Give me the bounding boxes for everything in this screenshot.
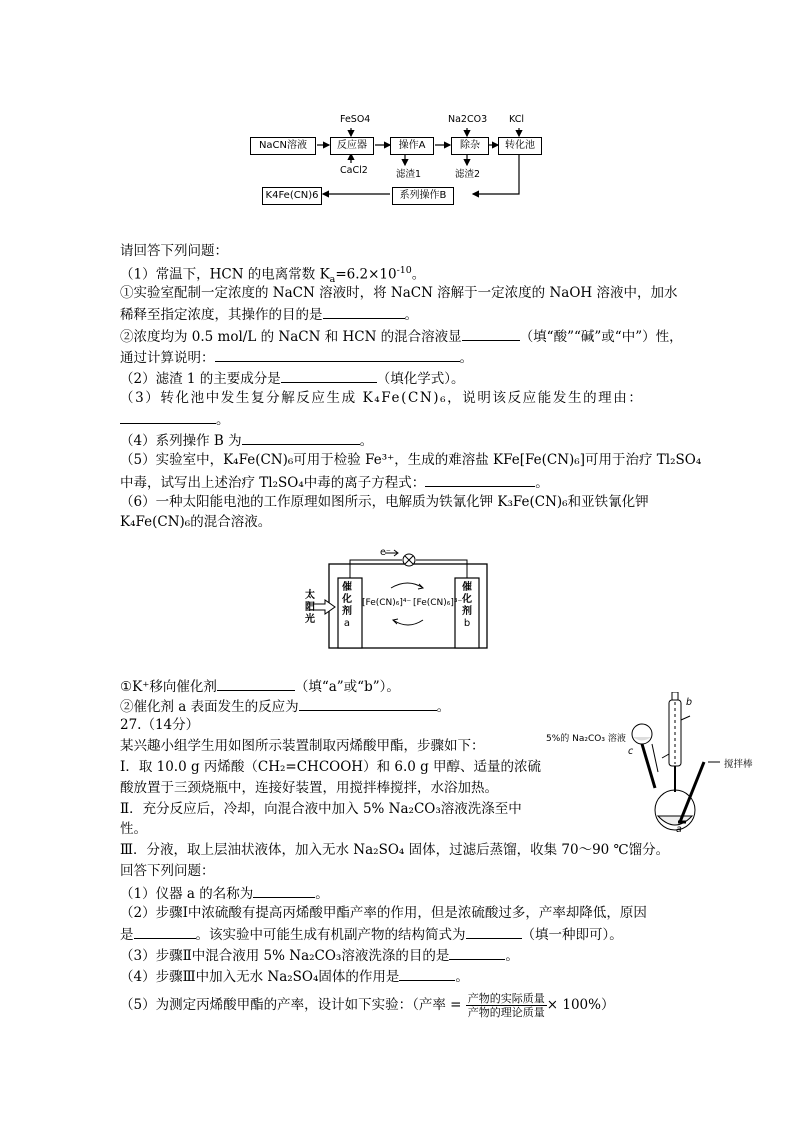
q26-q6-line2: K₄Fe(CN)₆的混合溶液。 [120,514,272,530]
catalyst-a: 催 化 剂 a [342,582,352,629]
q27-step1-line2: 酸放置于三颈烧瓶中，连接好装置，用搅拌棒搅拌，水浴加热。 [120,780,498,796]
stirrer-label: 搅拌棒 [724,759,753,770]
flow-cacl2: CaCl2 [340,165,368,176]
answer-blank[interactable] [323,304,405,319]
flow-product: K4Fe(CN)6 [262,187,322,205]
flow-converter: 转化池 [498,137,542,155]
flow-opB: 系列操作B [392,187,454,205]
q26-q1: （1）常温下，HCN 的电离常数 $K_a=6.2\times 10^{-10}$。 [120,265,426,286]
q26-q5-line2: 中毒，试写出上述治疗 Tl₂SO₄中毒的离子方程式： 。 [120,472,549,492]
q27-p1: （1）仪器 a 的名称为 。 [120,883,329,903]
flow-slag1: 滤渣1 [396,169,422,180]
label-b: b [686,697,693,708]
apparatus-diagram [600,692,740,834]
answer-blank[interactable] [462,326,520,341]
flow-kcl: KCl [509,114,524,125]
answer-blank[interactable] [120,409,216,424]
q27-step1-line1: Ⅰ．取 10.0 g 丙烯酸（CH₂=CHCOOH）和 6.0 g 甲醇、适量的浓硫 [120,759,542,775]
flow-feso4: FeSO4 [340,114,371,125]
answer-blank[interactable] [425,472,535,487]
q26-q6a: ①K⁺移向催化剂 （填“a”或“b”）。 [120,676,400,696]
q27-ask: 回答下列问题： [120,863,215,879]
flow-opA: 操作A [390,137,434,155]
q26-q5-line1: （5）实验室中，K₄Fe(CN)₆可用于检验 Fe³⁺，生成的难溶盐 KFe[Fe(CN)₆]可用于治疗 Tl₂SO₄ [120,452,702,468]
q27-intro: 某兴趣小组学生用如图所示装置制取丙烯酸甲酯，步骤如下： [120,738,485,754]
answer-blank[interactable] [399,966,455,981]
q27-title: 27.（14分） [120,717,200,733]
q26-q3-line1: （3）转化池中发生复分解反应生成 K₄Fe(CN)₆，说明该反应能发生的理由： [120,390,644,406]
answer-blank[interactable] [299,696,437,711]
answer-blank[interactable] [466,924,522,939]
answer-blank[interactable] [217,676,295,691]
q26-q3-line2: 。 [120,409,230,429]
q26-q1a-line1: ①实验室配制一定浓度的 NaCN 溶液时，将 NaCN 溶解于一定浓度的 NaOH 溶液中，加水 [120,285,678,301]
label-a: a [676,824,682,835]
q27-step2-line2: 性。 [120,821,147,837]
answer-blank[interactable] [215,347,460,362]
flow-na2co3: Na2CO3 [448,114,488,125]
q27-p2-line1: （2）步骤Ⅰ中浓硫酸有提高丙烯酸甲酯产率的作用，但是浓硫酸过多，产率却降低，原因 [120,905,647,921]
yield-fraction: $\frac{\text{产物的实际质量}}{\text{产物的理论质量}}$ [467,992,545,1019]
ion-ferrocyanide: [Fe(CN)₆]⁴⁻ [362,598,412,608]
answer-blank[interactable] [449,945,505,960]
flow-reactor: 反应器 [330,137,374,155]
answer-blank[interactable] [281,368,377,383]
q27-step3: Ⅲ．分液，取上层油状液体，加入无水 Na₂SO₄ 固体，过滤后蒸馏，收集 70～90 ℃馏分。 [120,842,670,858]
q26-q4: （4）系列操作 B 为 。 [120,430,373,450]
electron-label: e⁻ [380,547,391,558]
q27-p5: （5）为测定丙烯酸甲酯的产率，设计如下实验：（产率 = $\frac{\text{产物的实际质量}}{\text{产物的理论质量}}$ × 100%） [120,992,615,1019]
q26-intro: 请回答下列问题： [120,243,228,259]
answer-blank[interactable] [134,924,196,939]
label-c: c [628,746,634,757]
q26-q1b-line1: ②浓度均为 0.5 mol/L 的 NaCN 和 HCN 的混合溶液显 （填“酸”“碱”或“中”）性， [120,326,683,346]
q27-step2-line1: Ⅱ．充分反应后，冷却，向混合液中加入 5% Na₂CO₃溶液洗涤至中 [120,801,522,817]
na2co3-solution-label: 5%的 Na₂CO₃ 溶液 [546,734,626,744]
flow-impurity: 除杂 [451,137,489,155]
answer-blank[interactable] [242,430,360,445]
q26-q2: （2）滤渣 1 的主要成分是 （填化学式）。 [120,368,465,388]
q27-p2-line2: 是 。该实验中可能生成有机副产物的结构简式为 （填一种即可）。 [120,924,623,944]
q27-p4: （4）步骤Ⅲ中加入无水 Na₂SO₄固体的作用是 。 [120,966,469,986]
q26-q6-line1: （6）一种太阳能电池的工作原理如图所示，电解质为铁氰化钾 K₃Fe(CN)₆和亚铁氰化钾 [120,494,649,510]
q26-q1a-line2: 稀释至指定浓度，其操作的目的是 。 [120,304,418,324]
catalyst-b: 催 化 剂 b [462,582,472,629]
answer-blank[interactable] [253,883,315,898]
q27-p3: （3）步骤Ⅱ中混合液用 5% Na₂CO₃溶液洗涤的目的是 。 [120,945,519,965]
q26-q6b: ②催化剂 a 表面发生的反应为 。 [120,696,450,716]
flow-nacn: NaCN溶液 [250,137,316,155]
sunlight-label: 太 阳 光 [305,590,315,625]
q26-q1b-line2: 通过计算说明： 。 [120,347,473,367]
ion-ferricyanide: [Fe(CN)₆]³⁻ [413,598,463,608]
flow-slag2: 滤渣2 [455,169,481,180]
